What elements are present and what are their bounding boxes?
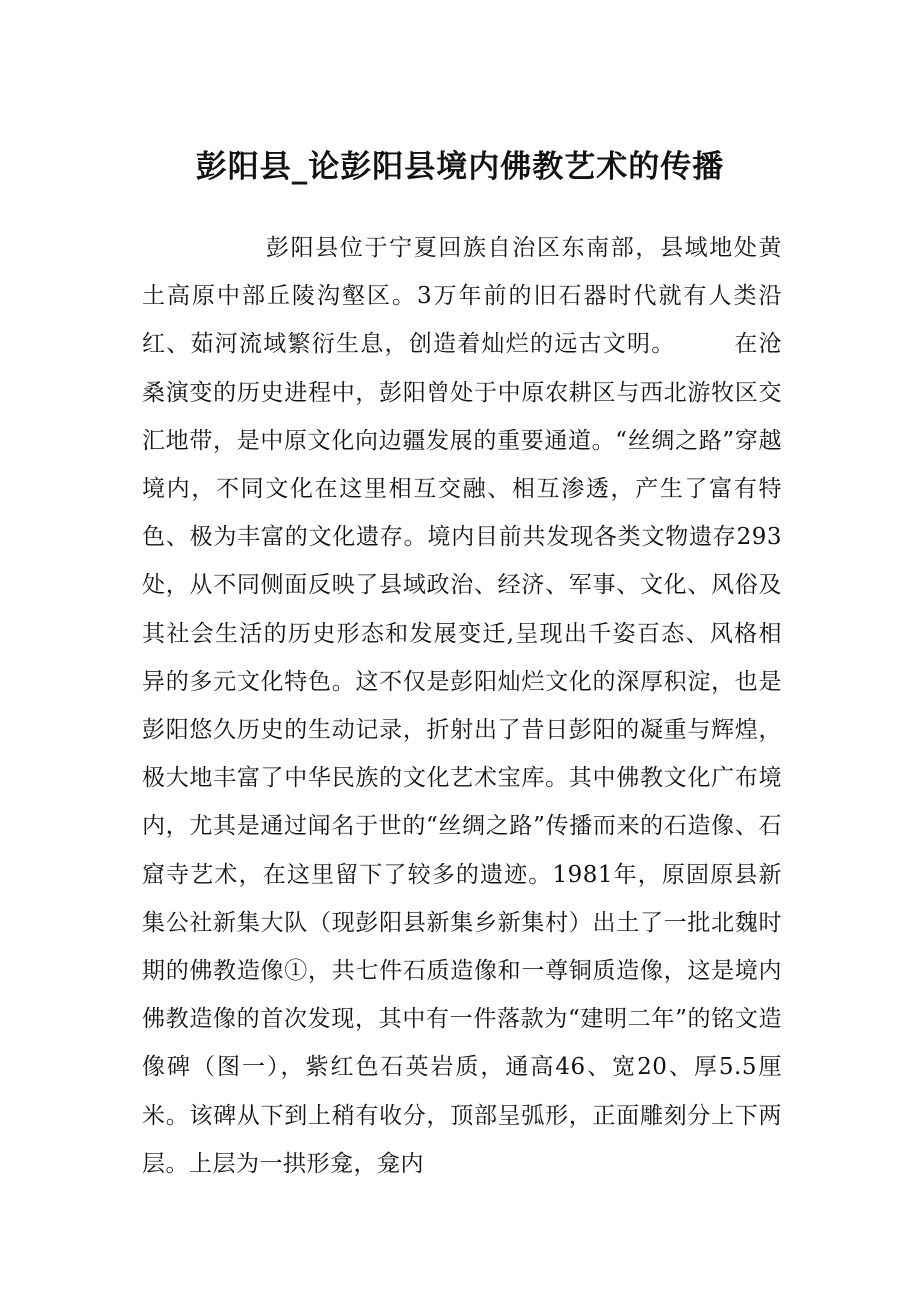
document-title: 彭阳县_论彭阳县境内佛教艺术的传播 (195, 149, 725, 185)
paragraph-part-1: 彭阳县位于宁夏回族自治区东南部，县域地处黄土高原中部丘陵沟壑区。3万年前的旧石器时代就有人类沿红、茹河流域繁衍生息，创造着灿烂的远古文明。 (142, 235, 782, 358)
paragraph-part-2: 在沧桑演变的历史进程中，彭阳曾处于中原农耕区与西北游牧区交汇地带，是中原文化向边疆发展的重要通道。“丝绸之路”穿越境内，不同文化在这里相互交融、相互渗透，产生了富有特色、极为丰富的文化遗存。境内目前共发现各类文物遗存293处，从不同侧面反映了县域政治、经济、军事、文化、风俗及其社会生活的历史形态和发展变迁,呈现出千姿百态、风格相异的多元文化特色。这不仅是彭阳灿烂文化的深厚积淀，也是彭阳悠久历史的生动记录，折射出了昔日彭阳的凝重与辉煌，极大地丰富了中华民族的文化艺术宝库。其中佛教文化广布境内，尤其是通过闻名于世的“丝绸之路”传播而来的石造像、石窟寺艺术，在这里留下了较多的遗迹。1981年，原固原县新集公社新集大队（现彭阳县新集乡新集村）出土了一批北魏时期的佛教造像①，共七件石质造像和一尊铜质造像，这是境内佛教造像的首次发现，其中有一件落款为“建明二年”的铭文造像碑（图一），紫红色石英岩质，通高46、宽20、厚5.5厘米。该碑从下到上稍有收分，顶部呈弧形，正面雕刻分上下两层。上层为一拱形龛，龛内 (142, 331, 782, 1177)
document-body (142, 224, 782, 1188)
